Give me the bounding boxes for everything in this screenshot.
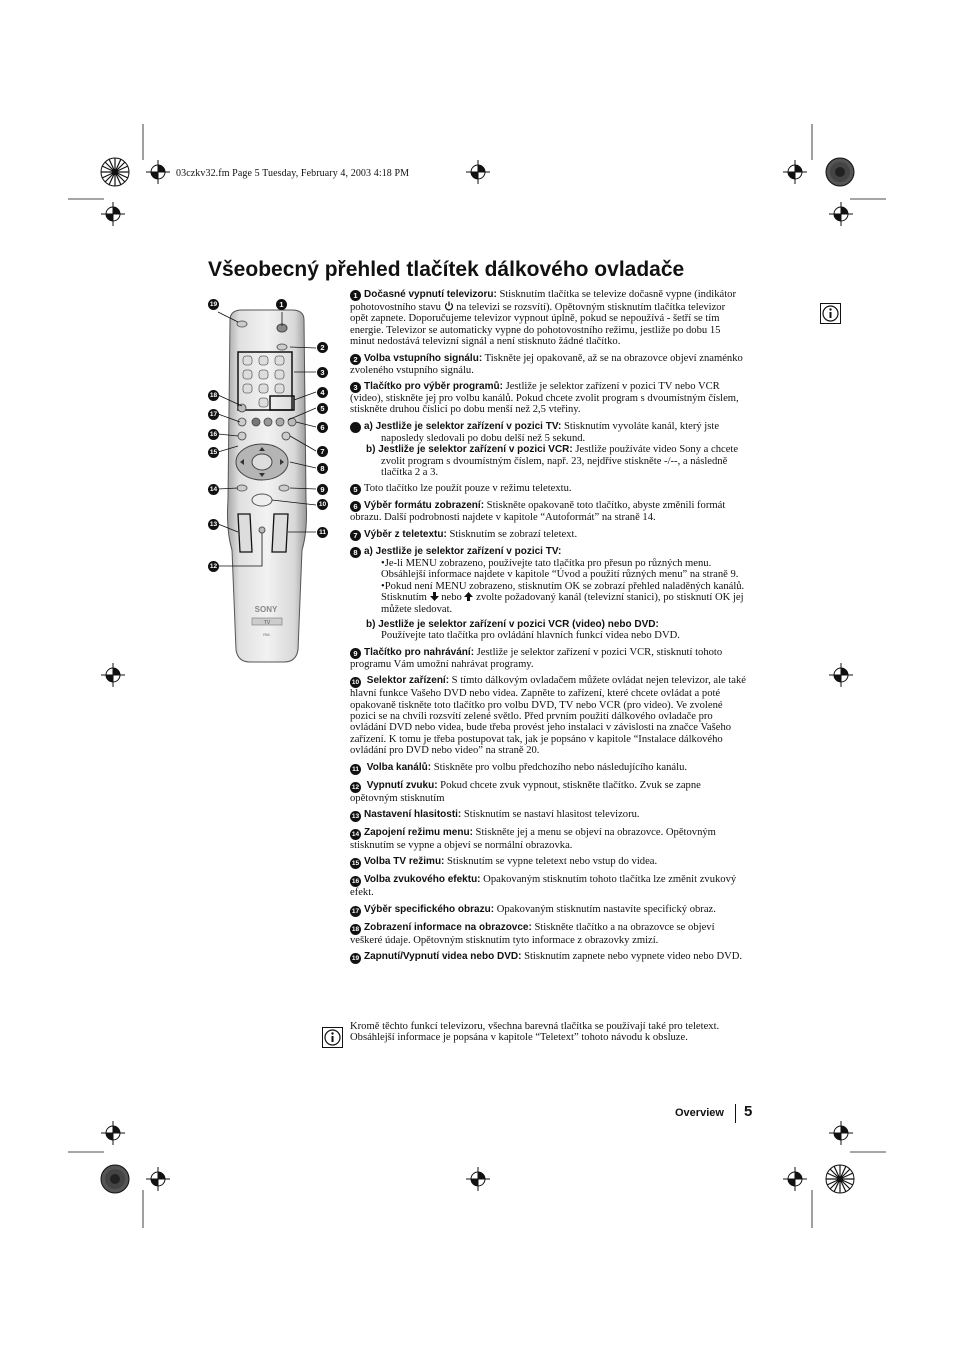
callout-14: 14 [209, 486, 218, 493]
crosshair-mark [146, 160, 170, 184]
crosshair-mark [466, 1167, 490, 1191]
footer-divider [735, 1104, 736, 1123]
crosshair-mark [829, 202, 853, 226]
item-text: nebo [438, 592, 465, 604]
crosshair-icon [146, 160, 170, 184]
list-item [350, 483, 746, 495]
remote-model-label: RM- [263, 632, 271, 637]
item-label: Zapnutí/Vypnutí videa nebo DVD: [364, 951, 522, 963]
item-number: 8 [350, 547, 361, 558]
item-text: Pokud chcete zvuk vypnout, stiskněte tlačítko. Zvuk se zapne opětovným stisknutím [350, 779, 701, 804]
sunburst-target-icon [101, 158, 129, 186]
crosshair-mark [101, 1121, 125, 1145]
item-number: 16 [351, 878, 360, 886]
item-number: 10 [351, 679, 360, 687]
list-item [350, 546, 746, 642]
list-item [350, 353, 746, 376]
item-number: 19 [351, 955, 360, 963]
crosshair-icon [466, 1167, 490, 1191]
item-label: Tlačítko pro výběr programů: [364, 381, 503, 393]
item-label: Výběr specifického obrazu: [364, 903, 495, 915]
item-text: Stiskněte pro volbu předchozího nebo následujícího kanálu. [431, 761, 688, 773]
item-text: •Je-li MENU zobrazeno, používejte tato tlačítka pro přesun po různých menu. Obsáhlejší informace najdete v kapitole “Úvod a použití různých menu” na straně 9. [381, 557, 739, 581]
item-text: Stisknutím se vypne teletext nebo vstup do videa. [444, 856, 658, 868]
item-number: 15 [351, 860, 360, 868]
item-label: Dočasné vypnutí televizoru: [364, 289, 497, 300]
list-item [350, 856, 746, 869]
item-label: b) Jestliže je selektor zařízení v pozici VCR (video) nebo DVD: [366, 618, 659, 630]
item-number: 18 [351, 925, 360, 933]
crosshair-mark [146, 1167, 170, 1191]
item-text: zvolte požadovaný kanál (televizní stanici), po stisknutí OK jej můžete sledovat. [381, 592, 744, 615]
item-text: Jestliže je selektor zařízení v pozici TV nebo VCR (video), stiskněte jej pro volbu kanálů. Pokud chcete zvolit program s dvoumístným číslem, stiskněte druhou číslici po dobu menší než 2,5 vteřiny. [350, 381, 739, 416]
info-icon [325, 1030, 340, 1045]
item-number: 1 [350, 290, 361, 301]
item-label: Volba vstupního signálu: [364, 352, 483, 364]
item-text: Stisknutím tlačítka se televize dočasně vypne (indikátor pohotovostního stavu [350, 289, 736, 313]
item-number: 12 [351, 783, 360, 791]
callout-16: 16 [209, 431, 218, 438]
item-text: Jestliže je selektor zařízení v pozici VCR, stisknutí tohoto programu Vám umožní nahrávat programy. [350, 646, 723, 670]
note-text: Kromě těchto funkcí televizoru, všechna barevná tlačítka se používají také pro teletext. Obsáhlejší informace je popsána v kapitole “Teletext” tohoto návodu k obsluze. [350, 1021, 720, 1044]
item-label: Tlačítko pro nahrávání: [364, 646, 475, 658]
info-box [820, 303, 841, 324]
item-text: Stisknutím zapnete nebo vypnete video nebo DVD. [521, 951, 743, 963]
callout-19: 19 [209, 301, 218, 308]
item-text: S tímto dálkovým ovladačem můžete ovládat nejen televizor, ale také hlavní funkce Vašeho DVD nebo videa. Zapněte to zařízení, které chcete ovládat a poté opakovaně tiskněte toto tlačítko pro volbu DVD, TV nebo VCR (pro video). Ve zvolené pozici se na chvíli rozsvítí zelené světlo. Před prvním použití dálkového ovladače pro ovládání DVD nebo videa, bude třeba provést jeho instalaci v závislosti na značce Vašeho zařízení. K tomu je třeba postupovat tak, jak je popsáno v kapitole “Instalace dálkového ovládání pro DVD nebo video” na straně 20. [350, 675, 747, 757]
item-label: Nastavení hlasitosti: [364, 808, 462, 820]
item-text: Stisknutím se zobrazí teletext. [446, 528, 578, 540]
item-label: b) Jestliže je selektor zařízení v pozici VCR: [366, 444, 573, 456]
item-label: Volba TV režimu: [364, 856, 445, 868]
crosshair-mark [101, 663, 125, 687]
crosshair-icon [829, 663, 853, 687]
list-item [350, 827, 746, 851]
file-header: 03czkv32.fm Page 5 Tuesday, February 4, 2003 4:18 PM [176, 168, 410, 179]
item-text: na televizi se rozsvítí). Opětovným stisknutím tlačítka televizor opět zapnete. Doporučujeme televizor vypnout úplně, pokud se nepoužívá - šetří se tím energie. Televizor se automaticky vypne do pohotovostního režimu, jestliže po dobu 15 minut nedostává televizní signál a není stisknuto žádné tlačítko. [350, 302, 726, 348]
item-number: 7 [350, 530, 361, 541]
item-label: Selektor zařízení: [364, 675, 450, 687]
item-label: a) Jestliže je selektor zařízení v pozici TV: [364, 420, 562, 432]
callout-5: 5 [317, 403, 328, 414]
crosshair-icon [146, 1167, 170, 1191]
crosshair-icon [101, 1121, 125, 1145]
callout-10: 10 [318, 501, 327, 508]
item-label: Výběr z teletextu: [364, 528, 447, 540]
info-icon [823, 306, 838, 321]
item-text: Stiskněte tlačítko a na obrazovce se objeví veškeré údaje. Opětovným stisknutím tyto informace z obrazovky zmizí. [350, 921, 715, 946]
crosshair-icon [829, 202, 853, 226]
list-item [337, 420, 746, 479]
item-text: Toto tlačítko lze použít pouze v režimu teletextu. [364, 483, 572, 495]
callout-4: 4 [317, 387, 328, 398]
standby-icon [444, 301, 454, 311]
list-item [350, 874, 746, 898]
registration-mark [824, 1163, 856, 1195]
list-item [350, 762, 746, 775]
list-item [350, 904, 746, 917]
crosshair-icon [783, 160, 807, 184]
list-item [350, 922, 746, 946]
callout-9: 9 [317, 484, 328, 495]
callout-2: 2 [317, 342, 328, 353]
crosshair-mark [783, 1167, 807, 1191]
callout-11: 11 [317, 527, 328, 538]
item-text: Jestliže používáte video Sony a chcete zvolit program s dvoumístným číslem, např. 23, nejdříve stiskněte -/--, a následně tlačítka 2 a 3. [381, 444, 739, 479]
halftone-target-icon [826, 158, 854, 186]
item-text: Stisknutím se nastaví hlasitost televizoru. [461, 808, 640, 820]
crosshair-icon [829, 1121, 853, 1145]
item-number: 5 [350, 484, 361, 495]
list-item [350, 500, 746, 523]
registration-mark [99, 1163, 131, 1195]
item-number: 9 [350, 648, 361, 659]
item-text: Opakovaným stisknutím nastavíte specifický obraz. [494, 903, 716, 915]
item-number: 3 [350, 382, 361, 393]
footer-section: Overview [675, 1107, 724, 1119]
item-number: 11 [350, 764, 361, 775]
item-number: 4 [350, 422, 361, 433]
callout-1: 1 [276, 299, 287, 310]
page-number: 5 [744, 1103, 753, 1120]
item-text: •Pokud není MENU zobrazeno, stisknutím OK se zobrazí přehled naladěných kanálů. Stisknutím [381, 580, 745, 604]
remote-tv-label: TV [263, 620, 271, 626]
crosshair-mark [101, 202, 125, 226]
callout-17: 17 [209, 411, 218, 418]
item-label: Zobrazení informace na obrazovce: [364, 921, 532, 933]
sunburst-target-icon [826, 1165, 854, 1193]
callout-12: 12 [209, 563, 218, 570]
callout-3: 3 [317, 367, 328, 378]
item-number: 13 [351, 812, 360, 820]
item-label: Výběr formátu zobrazení: [364, 500, 485, 512]
item-label: Vypnutí zvuku: [364, 779, 438, 791]
item-number: 2 [350, 354, 361, 365]
item-text: Stiskněte jej a menu se objeví na obrazovce. Opětovným stisknutím se vypne a objeví se normální obrazovka. [350, 826, 716, 851]
callout-7: 7 [317, 446, 328, 457]
list-item [350, 529, 746, 541]
item-number: 14 [351, 830, 360, 838]
item-label: a) Jestliže je selektor zařízení v pozici TV: [364, 545, 562, 557]
halftone-target-icon [101, 1165, 129, 1193]
crosshair-icon [466, 160, 490, 184]
callout-6: 6 [317, 422, 328, 433]
crosshair-mark [829, 663, 853, 687]
crosshair-mark [466, 160, 490, 184]
list-item [350, 289, 746, 348]
item-text: Stiskněte opakovaně toto tlačítko, abyste změnili formát obrazu. Další podrobnosti najdete v kapitole “Autoformát” na straně 14. [350, 500, 726, 524]
item-text: Tiskněte jej opakovaně, až se na obrazovce objeví znaménko zvoleného vstupního signálu. [350, 352, 743, 376]
item-label: Zapojení režimu menu: [364, 826, 473, 838]
item-text: Stisknutím vyvoláte kanál, který jste naposledy sledovali po dobu delší než 5 sekund. [381, 420, 720, 444]
arrow-down-icon [430, 592, 439, 601]
list-item [350, 647, 746, 670]
registration-mark [99, 156, 131, 188]
item-text: Opakovaným stisknutím tohoto tlačítka lze změnit zvukový efekt. [350, 874, 737, 899]
crosshair-icon [783, 1167, 807, 1191]
crosshair-mark [829, 1121, 853, 1145]
item-number: 6 [350, 501, 361, 512]
callout-18: 18 [209, 392, 218, 399]
list-item [350, 809, 746, 822]
list-item [350, 381, 746, 416]
callout-8: 8 [317, 463, 328, 474]
list-item [350, 951, 746, 964]
item-label: Volba kanálů: [364, 761, 432, 773]
list-item [350, 780, 746, 804]
item-text: Používejte tato tlačítka pro ovládání hlavních funkcí videa nebo DVD. [381, 630, 680, 642]
remote-brand-label: SONY [254, 605, 278, 614]
crosshair-mark [783, 160, 807, 184]
crosshair-icon [101, 663, 125, 687]
crosshair-icon [101, 202, 125, 226]
note-info-box [322, 1027, 343, 1048]
item-number: 17 [351, 907, 360, 915]
page-title: Všeobecný přehled tlačítek dálkového ovladače [208, 258, 685, 281]
registration-mark [824, 156, 856, 188]
callout-13: 13 [209, 521, 218, 528]
button-descriptions [337, 289, 747, 969]
callout-15: 15 [209, 449, 218, 456]
item-label: Volba zvukového efektu: [364, 874, 481, 886]
list-item [350, 675, 746, 756]
